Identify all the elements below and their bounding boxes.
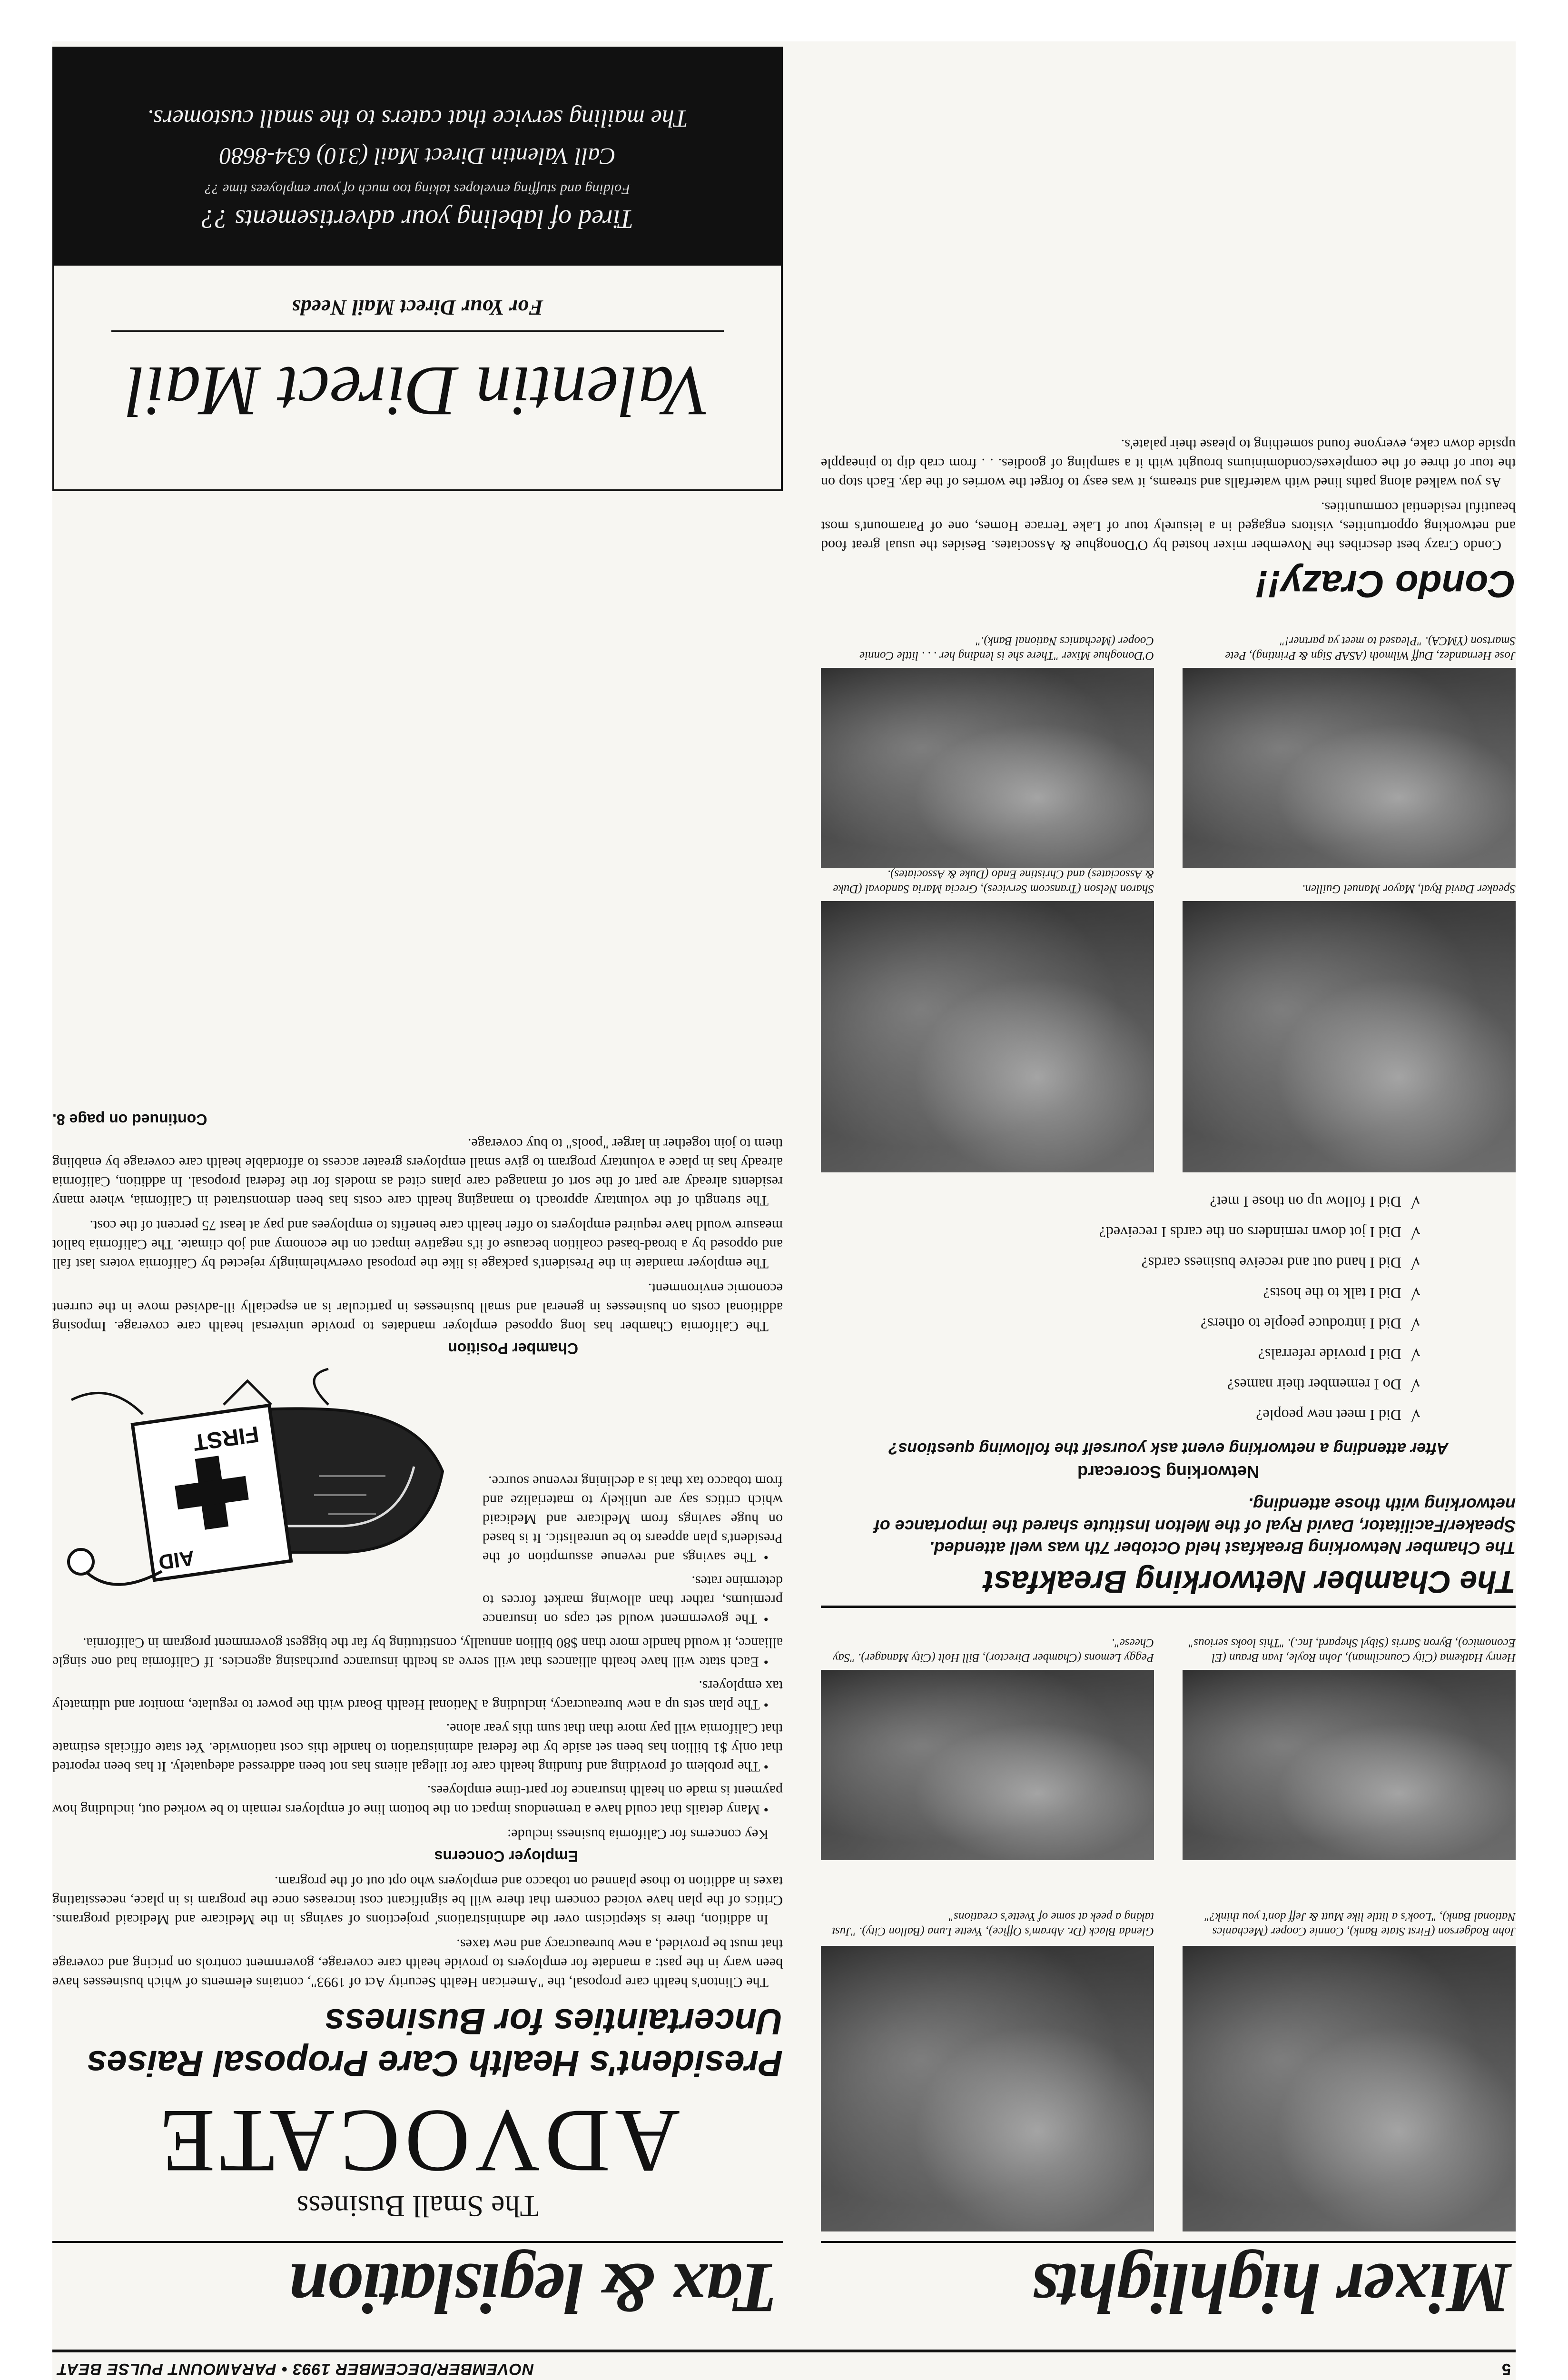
condo-paragraph: As you walked along paths lined with waterfalls and streams, it was easy to forget the worries of the day. Each stop on the tour of three of the complexes/condominiums brought with it a sampling of goodies. . . from crab dip to pineapple upside down cake, everyone found something to please their palate's. (821, 436, 1516, 490)
photo-row-lower (821, 620, 1516, 868)
cartoon-label-aid: AID (157, 1546, 196, 1574)
caption-councilman-group: Henry Hatkema (City Councilman), John Royle, Ivan Braun (El Economico), Byron Sarris (Sibyl Shepard, Inc.). "This looks serious" (1188, 1636, 1516, 1664)
checklist-item: √Do I remember their names? (821, 1369, 1420, 1400)
health-care-headline: President's Health Care Proposal Raises Uncertainties for Business (87, 2001, 783, 2083)
checkmark-icon: √ (1410, 1315, 1420, 1333)
scorecard-subtitle: After attending a networking event ask yourself the following questions? (888, 1439, 1449, 1458)
condo-paragraph: Condo Crazy best describes the November mixer hosted by O'Donoghue & Associates. Besides the usual great food and networking opportunities, visitors engaged in a leisurely tour of Lake Terrace Homes, one of Paramount's most beautiful residential communities. (821, 499, 1516, 553)
cartoon-illustration (52, 1362, 471, 1628)
checkmark-icon: √ (1410, 1376, 1420, 1394)
employer-concerns-lead: Key concerns for California business include: (507, 1826, 769, 1842)
checklist-item: √Did I provide referrals? (821, 1339, 1420, 1369)
photo-odonoghue-mixer (821, 668, 1154, 868)
cartoon-label-first: FIRST (191, 1421, 261, 1456)
cartoon-wrap (52, 1421, 783, 1628)
photo-councilman-group (1183, 1670, 1516, 1860)
caption-nelson-sandoval: Sharon Nelson (Transcom Services), Grecia Maria Sandoval (Duke & Associates) and Christine Endo (Duke & Associates). (833, 868, 1154, 895)
concern-bullet: • The problem of providing and funding health care for illegal aliens has not been addressed adequately. It has been reported that only $1 billion has been set aside by the federal administration to handle this cost nationwide. Yet state officials estimate that California will pay more than that sum this year alone. (52, 1721, 783, 1775)
continued-note: Continued on page 8. (52, 1111, 207, 1128)
photo-row-second (821, 1613, 1516, 1860)
chamber-paragraph: The California Chamber has long opposed employer mandates to provide universal health care coverage. Imposing additional costs on businesses in general and small businesses in particular is an especially ill-advised move in the current economic environment. (52, 1280, 783, 1334)
checkmark-icon: √ (1410, 1284, 1420, 1302)
page-paper (52, 41, 1516, 2380)
photo-row-mid (821, 868, 1516, 1172)
page-number: 5 (1502, 2360, 1511, 2378)
ad-line-4: The mailing service that caters to the small customers. (147, 105, 688, 132)
condo-headline: Condo Crazy!! (1255, 563, 1516, 605)
photo-hernandez-group (1183, 668, 1516, 868)
section-title-tax: Tax & legislation (52, 2241, 783, 2333)
first-aid-cartoon (52, 1362, 471, 1628)
running-header (52, 2350, 1516, 2380)
caption-speaker-mayor: Speaker David Ryal, Mayor Manuel Guillen. (1302, 883, 1516, 895)
stethoscope-shape (69, 1549, 93, 1574)
networking-headline: The Chamber Networking Breakfast (821, 1564, 1516, 1608)
photo-speaker-mayor (1183, 901, 1516, 1172)
checkmark-icon: √ (1410, 1345, 1420, 1363)
ad-line-2: Folding and stuffing envelopes taking too much of your employees time ?? (205, 181, 631, 197)
ad-script-title: Valentin Direct Mail (125, 352, 710, 431)
checkmark-icon: √ (1410, 1223, 1420, 1241)
checklist-item: √Did I talk to the hosts? (821, 1278, 1420, 1309)
chamber-paragraph: The employer mandate in the President's package is like the proposal overwhelmingly rejected by California voters last fall and opposed by a broad-based coalition because of it's negative impact on the economy and job climate. The California ballot measure would have required employers to offer health care benefits to employees and pay at least 75 percent of the cost. (52, 1218, 783, 1271)
ad-line-3: Call Valentin Direct Mail (310) 634-8680 (219, 143, 616, 170)
intro-paragraph: The Clinton's health care proposal, the "American Health Security Act of 1993", contains elements of which businesses have been wary in the past: a mandate for employers to provide health care coverage, government controls on pricing and coverage that must be provided, a new bureaucracy and new taxes. (52, 1936, 783, 1990)
mixer-highlights-column (821, 44, 1516, 2333)
checklist-item: √Did I hand out and receive business cards? (821, 1248, 1420, 1278)
checkmark-icon: √ (1410, 1193, 1420, 1211)
ad-black-panel (52, 47, 783, 266)
concern-bullet: • Many details that could have a tremendous impact on the bottom line of employers remain to be worked out, including how payment is made on health insurance for part-time employees. (52, 1783, 783, 1817)
valentin-direct-mail-ad (52, 44, 783, 491)
checkmark-icon: √ (1410, 1406, 1420, 1424)
ad-need-line: For Your Direct Mail Needs (292, 296, 543, 320)
scorecard-checklist (821, 1187, 1420, 1430)
concern-bullet: • Each state will have health alliances that will serve as health insurance purchasing agencies. If California had one single alliance, it would handle more than $80 billion annually, constituting by far the biggest government program in California. (52, 1635, 783, 1670)
concern-bullet: • The government would set caps on insurance premiums, rather than allowing market forces to determine rates. (483, 1573, 783, 1627)
caption-glenda-yvette: Glenda Black (Dr. Abram's Office), Yvette Luna (Ballon City). "Just taking a peek at some of Yvette's creations" (832, 1910, 1154, 1938)
ad-line-1: Tired of labeling your advertisements ?? (201, 204, 634, 234)
concern-bullet: • The savings and revenue assumption of the President's plan appears to be unrealistic. It is based on huge savings from Medicare and Medicaid which critics say are unlikely to materialize and from tobacco tax that is a declining revenue source. (483, 1473, 783, 1565)
checklist-item: √Did I jot down reminders on the cards I received? (821, 1217, 1420, 1248)
checklist-item: √Did I introduce people to others? (821, 1309, 1420, 1339)
photo-lemons-holt (821, 1670, 1154, 1860)
concern-bullet: • The plan sets up a new bureaucracy, including a National Health Board with the power to regulate, monitor and ultimately tax employers. (52, 1678, 783, 1713)
caption-odonoghue-mixer: O'Donoghue Mixer "There she is lending her . . . little Connie Cooper (Mechanics National Bank)." (859, 635, 1154, 662)
ad-top (52, 266, 783, 491)
issue-line: NOVEMBER/DECEMBER 1993 • PARAMOUNT PULSE BEAT (57, 2360, 534, 2378)
tax-legislation-column (52, 44, 783, 2333)
employer-concerns-heading: Employer Concerns (434, 1848, 578, 1865)
caption-hernandez-group: Jose Hernandez, Duff Wilmoth (ASAP Sign & Printing), Pete Smartson (YMCA). "Pleased to meet ya partner!" (1225, 635, 1516, 662)
photo-nelson-sandoval (821, 901, 1154, 1172)
checklist-item: √Did I meet new people? (821, 1400, 1420, 1430)
checkmark-icon: √ (1410, 1254, 1420, 1272)
chamber-position-heading: Chamber Position (448, 1340, 578, 1357)
networking-scorecard (821, 1187, 1516, 1482)
photo-glenda-yvette (821, 1946, 1154, 2231)
masthead-small: The Small Business (296, 2190, 539, 2223)
networking-deck: The Chamber Networking Breakfast held October 7th was well attended. Speaker/Facilitator, David Ryal of the Melton Institute shared the importance of networking with those attending. (874, 1495, 1516, 1558)
photo-bankers (1183, 1946, 1516, 2231)
photo-row-top (821, 1870, 1516, 2231)
intro-paragraph: In addition, there is skepticism over the administrations' projections of savings in the Medicare and Medicaid programs. Critics of the plan have voiced concern that there will be significant cost increases once the program is in place, necessitating taxes in addition to those planned on tobacco and employers who opt out of the program. (52, 1874, 783, 1927)
chamber-paragraph: The strength of the voluntary approach to managing health care costs has been demonstrated in California, where many residents already are part of the sort of managed care plans cited as models for the federal proposal. In addition, California already has in place a voluntary program to give small employers greater access to affordable health care coverage by enabling them to join together in larger "pools" to buy coverage. (52, 1136, 783, 1209)
caption-bankers: John Rodgerson (First State Bank), Connie Cooper (Mechanics National Bank), "Look's a little like Mutt & Jeff don't you think?" (1204, 1910, 1516, 1938)
ad-divider (111, 330, 724, 332)
masthead-advocate: ADVOCATE (155, 2091, 680, 2191)
caption-lemons-holt: Peggy Lemons (Chamber Director), Bill Holt (City Manager). "Say Cheese". (833, 1636, 1154, 1664)
checklist-item: √Did I follow up on those I met? (821, 1187, 1420, 1217)
section-title-mixer: Mixer highlights (821, 2241, 1516, 2333)
scorecard-title: Networking Scorecard (1077, 1462, 1260, 1482)
